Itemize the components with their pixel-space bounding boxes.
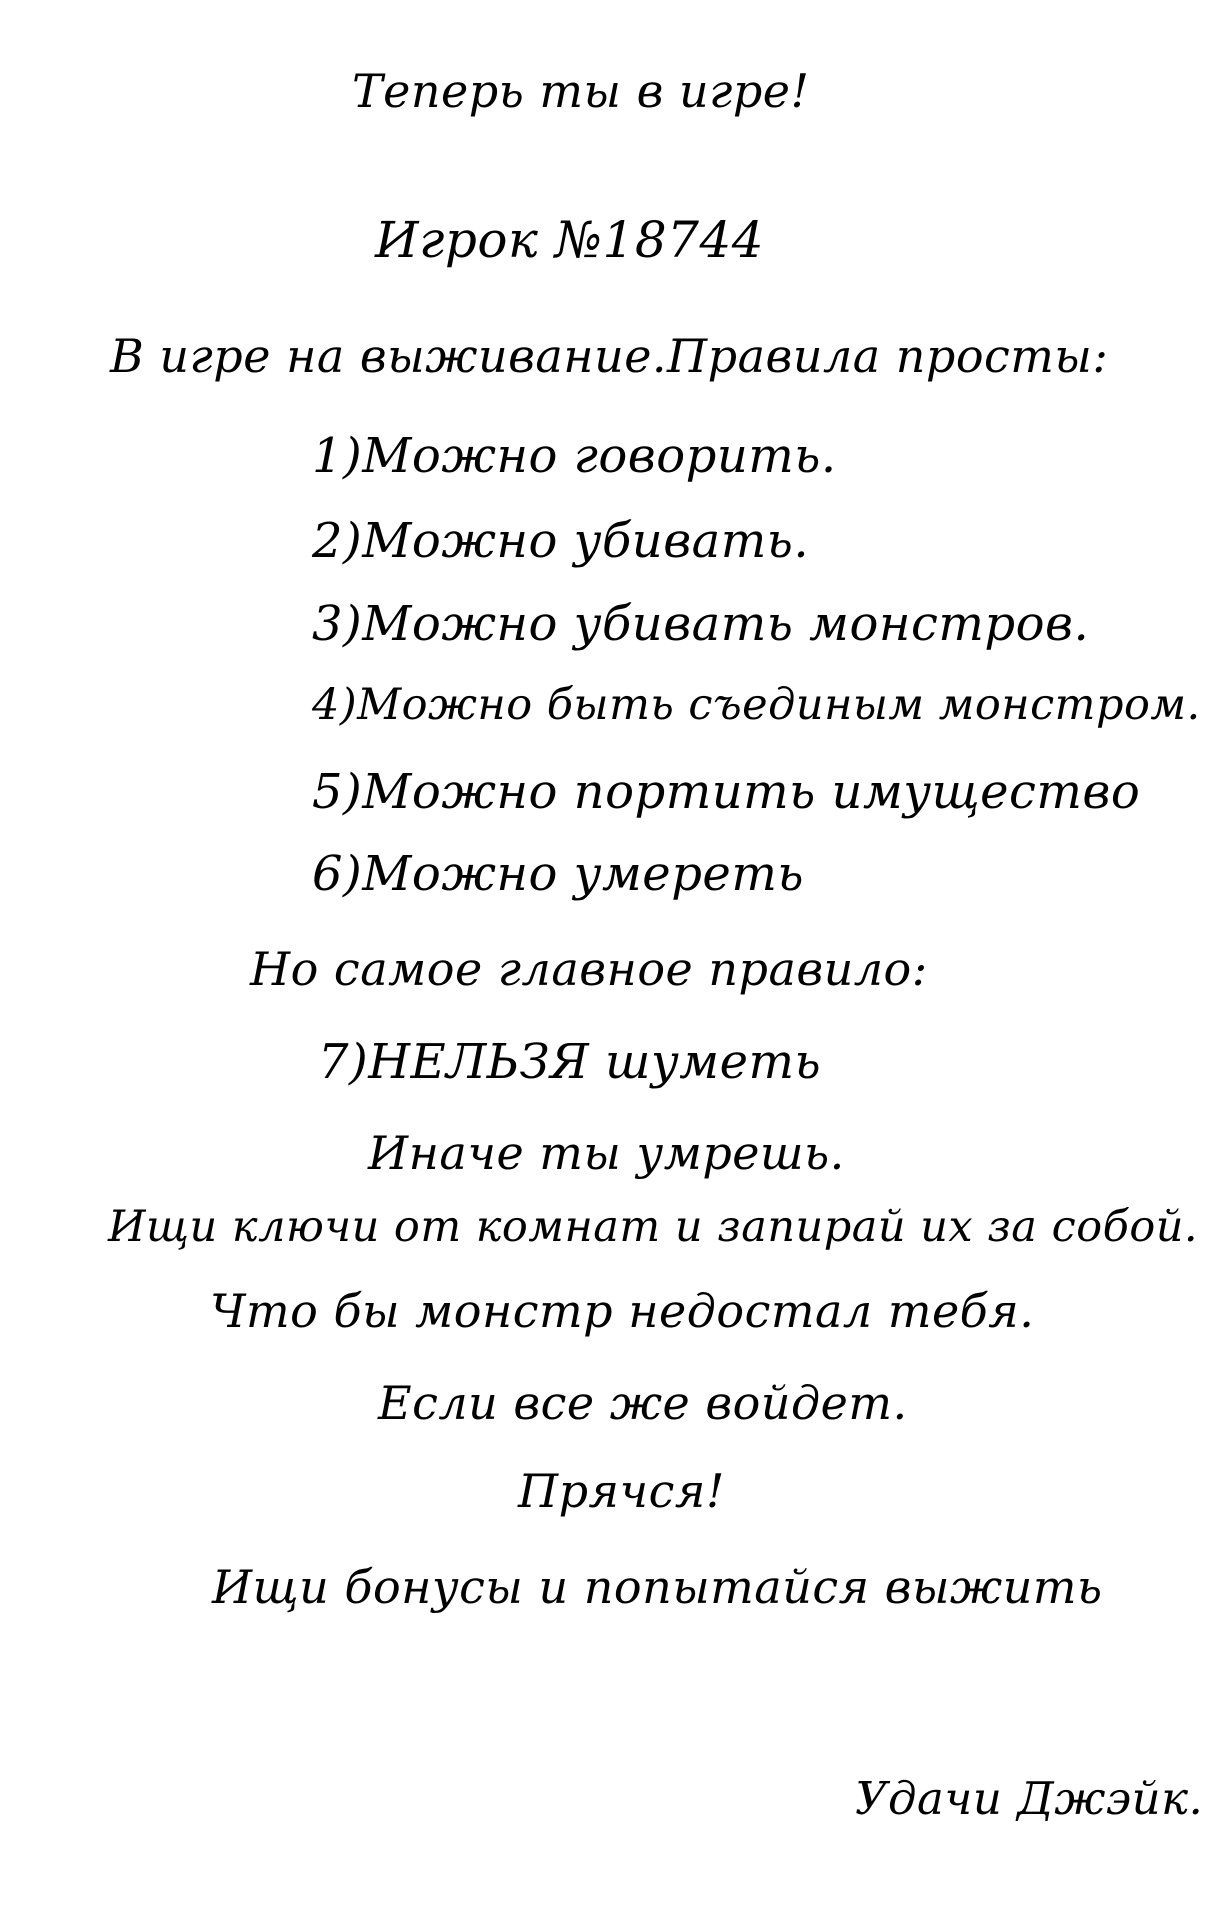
rule-item: 6)Можно умереть xyxy=(312,846,804,902)
main-rule-intro: Но самое главное правило: xyxy=(250,942,928,996)
rule-item: 4)Можно быть съединым монстром. xyxy=(312,680,1201,730)
rule-item: 5)Можно портить имущество xyxy=(312,764,1141,820)
intro-line: В игре на выживание.Правила просты: xyxy=(110,329,1109,383)
main-rule: 7)НЕЛЬЗЯ шуметь xyxy=(318,1034,822,1090)
signature: Удачи Джэйк. xyxy=(855,1772,1204,1825)
consequence-line: Иначе ты умрешь. xyxy=(368,1126,845,1180)
rule-item: 2)Можно убивать. xyxy=(312,513,810,569)
rule-item: 3)Можно убивать монстров. xyxy=(312,596,1090,652)
advice-line: Прячся! xyxy=(518,1464,725,1518)
rule-item: 1)Можно говорить. xyxy=(312,428,837,484)
final-advice: Ищи бонусы и попытайся выжить xyxy=(212,1560,1103,1614)
player-number: Игрок №18744 xyxy=(375,211,765,269)
note-title: Теперь ты в игре! xyxy=(352,64,810,118)
advice-line: Ищи ключи от комнат и запирай их за собой. xyxy=(108,1202,1199,1252)
advice-line: Что бы монстр недостал тебя. xyxy=(210,1284,1035,1338)
advice-line: Если все же войдет. xyxy=(378,1376,908,1430)
